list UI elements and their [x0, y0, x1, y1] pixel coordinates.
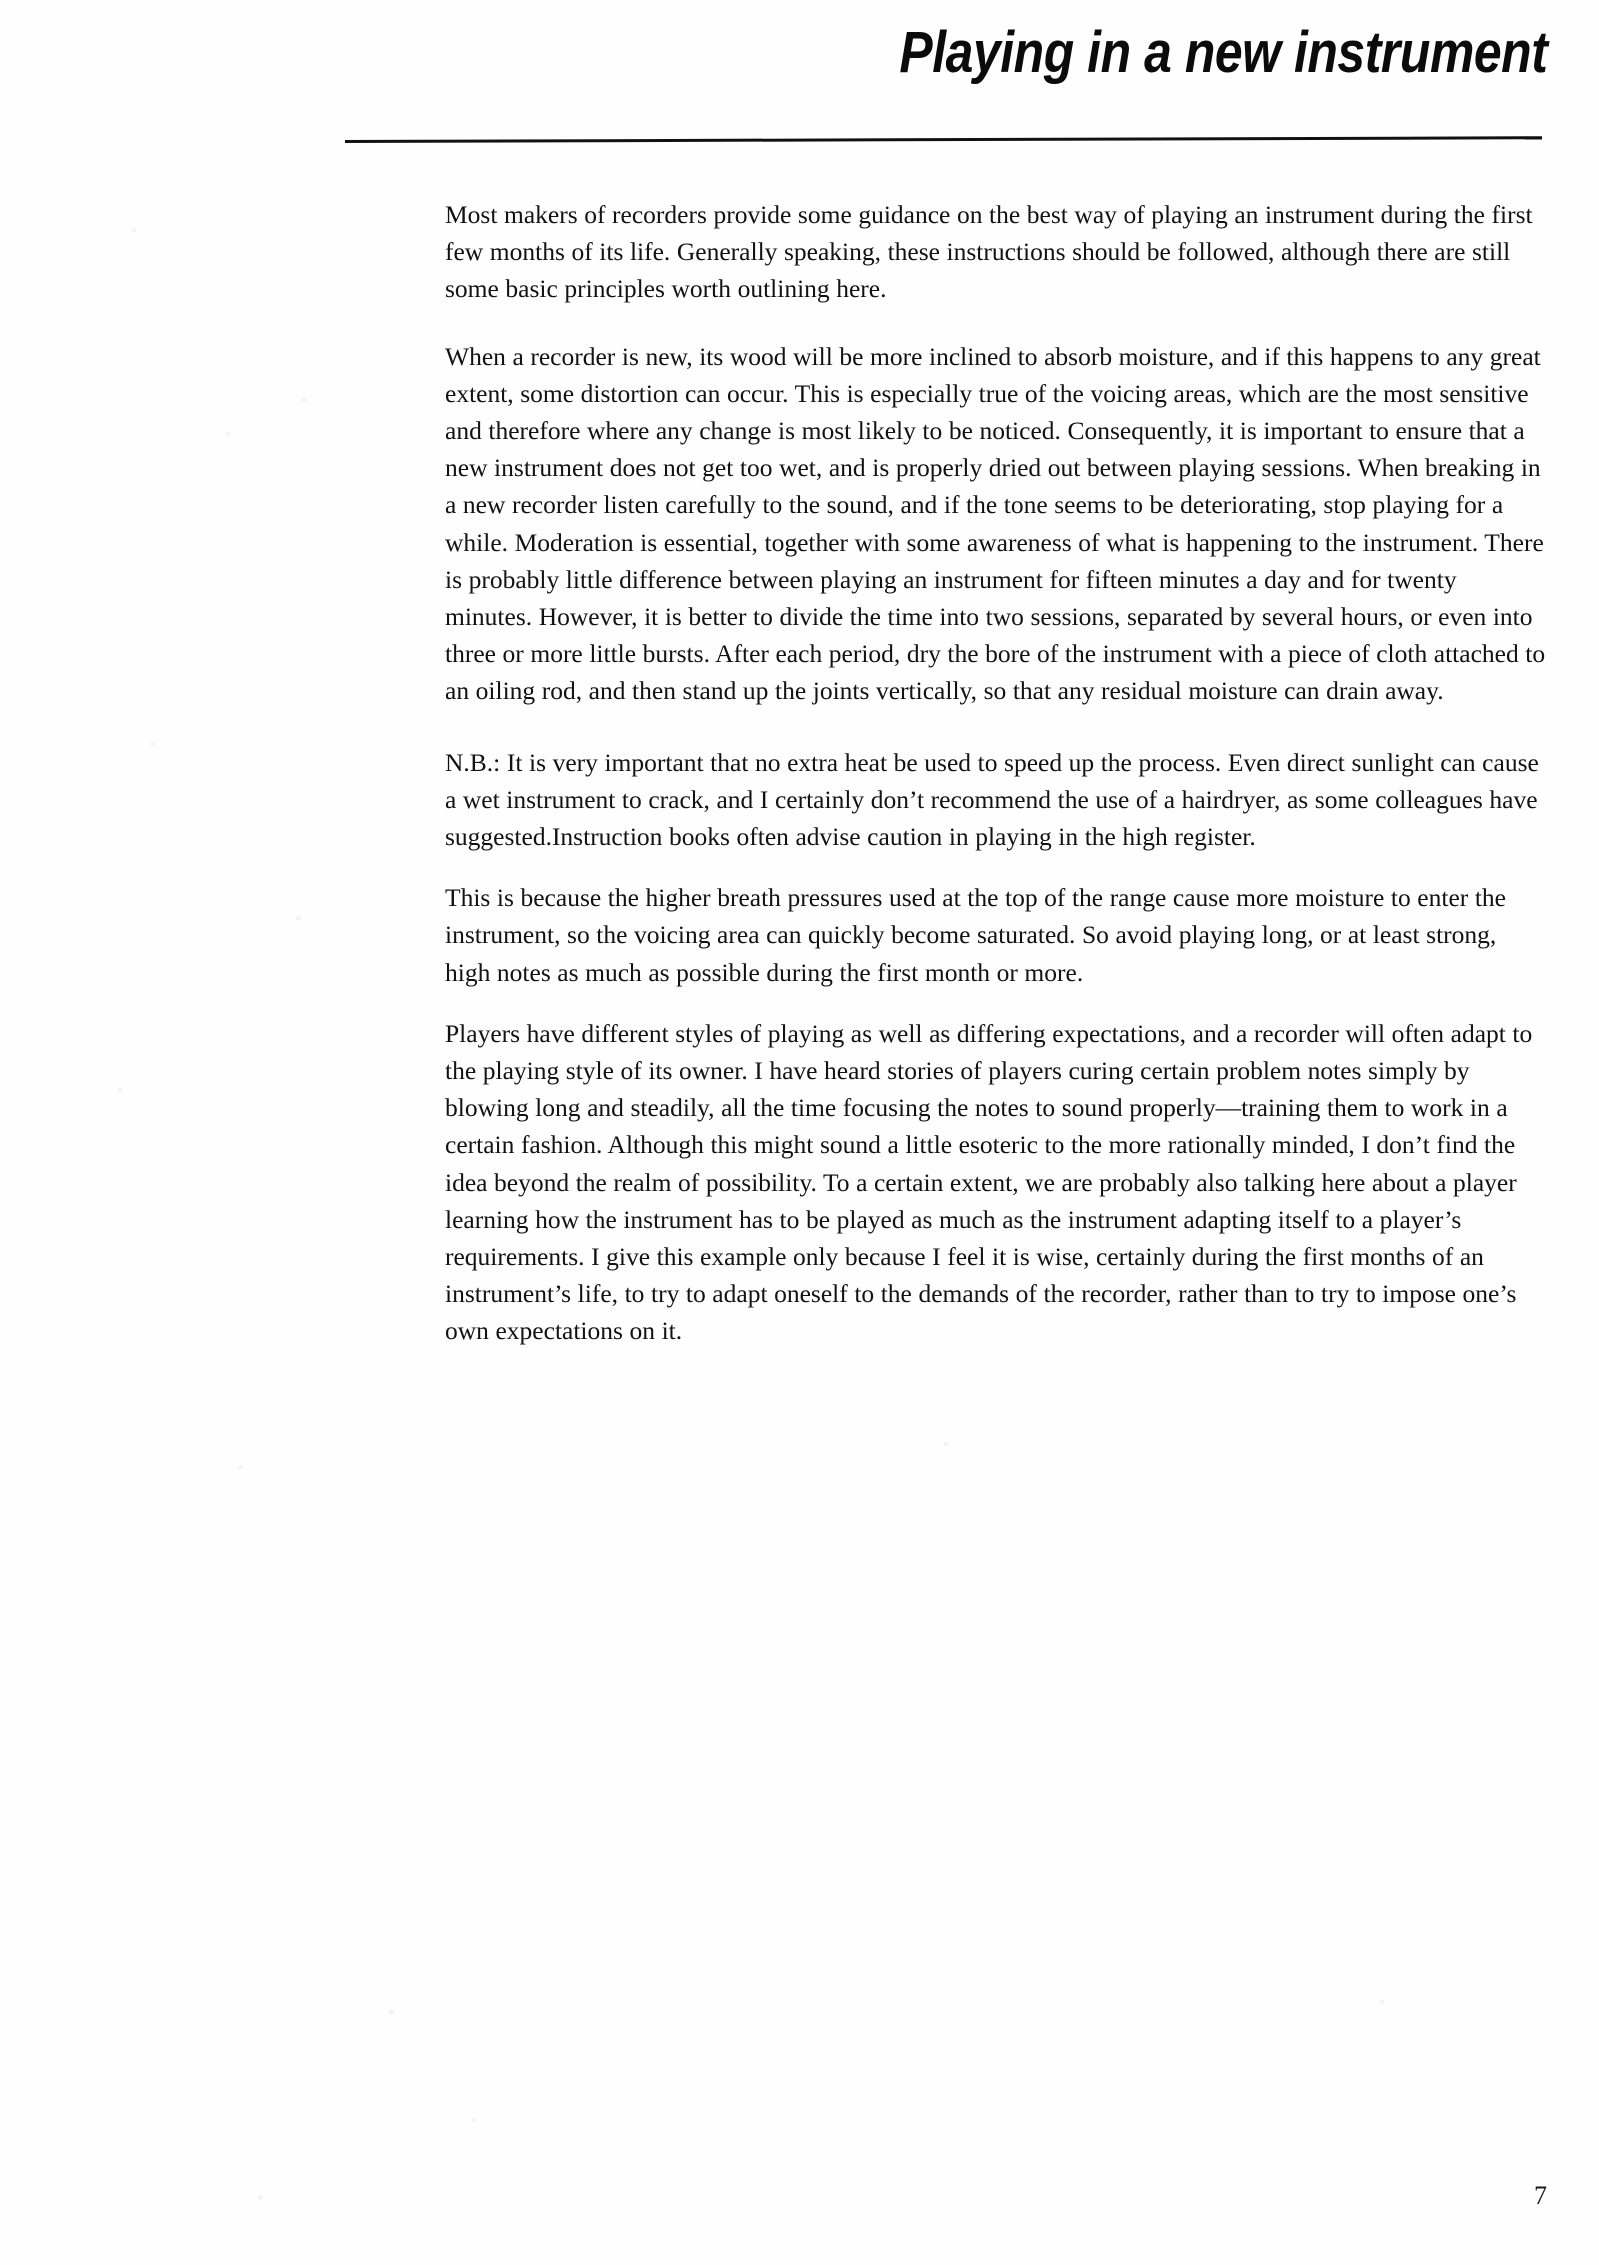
- paragraph-nota-bene-heat: N.B.: It is very important that no extra heat be used to speed up the process. Even direct sunlight can cause a wet instrument to crack, and I certainly don’t recommend the use of a hairdryer, as some colleagues have suggested.Instruction books often advise caution in playing in the high register.: [445, 747, 1539, 852]
- scan-speckle: [944, 1442, 948, 1446]
- paragraph-intro: Most makers of recorders provide some guidance on the best way of playing an instrument during the first few months of its life. Generally speaking, these instructions should be followed, although there are still some basic principles worth outlining here.: [445, 200, 1533, 304]
- scan-speckle: [301, 397, 307, 402]
- scan-speckle: [118, 1088, 122, 1092]
- paragraph-player-styles: Players have different styles of playing as well as differing expectations, and a recorder will often adapt to the playing style of its owner. I have heard stories of players curing certain problem notes simply by blowing long and steadily, all the time focusing the notes to sound properly—training them to work in a certain fashion. Although this might sound a little esoteric to the more rationally minded, I don’t find the idea beyond the realm of possibility. To a certain extent, we are probably also talking here about a player learning how the instrument has to be played as much as the instrument adapting itself to a player’s requirements. I give this example only because I feel it is wise, certainly during the first months of an instrument’s life, to try to adapt oneself to the demands of the recorder, rather than to try to impose one’s own expectations on it.: [445, 1018, 1533, 1346]
- scan-speckle: [296, 916, 301, 921]
- paragraph-new-recorder-moisture: When a recorder is new, its wood will be more inclined to absorb moisture, and if this happens to any great extent, some distortion can occur. This is especially true of the voicing areas, which are the most sensitive and therefore where any change is most likely to be noticed. Consequently, it is important to ensure that a new instrument does not get too wet, and is properly dried out between playing sessions. When breaking in a new recorder listen carefully to the sound, and if the tone seems to be deteriorating, stop playing for a while. Moderation is essential, together with some awareness of what is happening to the instrument. There is probably little difference between playing an instrument for fifteen minutes a day and for twenty minutes. However, it is better to divide the time into two sessions, separated by several hours, or even into three or more little bursts. After each period, dry the bore of the instrument with a piece of cloth attached to an oiling rod, and then stand up the joints vertically, so that any residual moisture can drain away.: [445, 341, 1546, 706]
- scan-speckle: [258, 2195, 263, 2200]
- article-body: [445, 196, 1547, 1380]
- scan-speckle: [238, 1465, 243, 1469]
- scan-speckle: [472, 2118, 477, 2122]
- title-underline-rule: [345, 136, 1542, 143]
- scan-speckle: [132, 228, 137, 232]
- page-header: [0, 22, 1599, 83]
- scan-speckle: [226, 432, 230, 436]
- paragraph-high-register-reason: This is because the higher breath pressures used at the top of the range cause more moisture to enter the instrument, so the voicing area can quickly become saturated. So avoid playing long, or at least strong, high notes as much as possible during the first month or more.: [445, 883, 1506, 987]
- page-number: 7: [1534, 2181, 1547, 2210]
- scan-speckle: [1380, 2000, 1385, 2004]
- scan-speckle: [388, 2010, 394, 2015]
- scan-speckle: [150, 742, 155, 746]
- page-title: Playing in a new instrument: [899, 20, 1548, 85]
